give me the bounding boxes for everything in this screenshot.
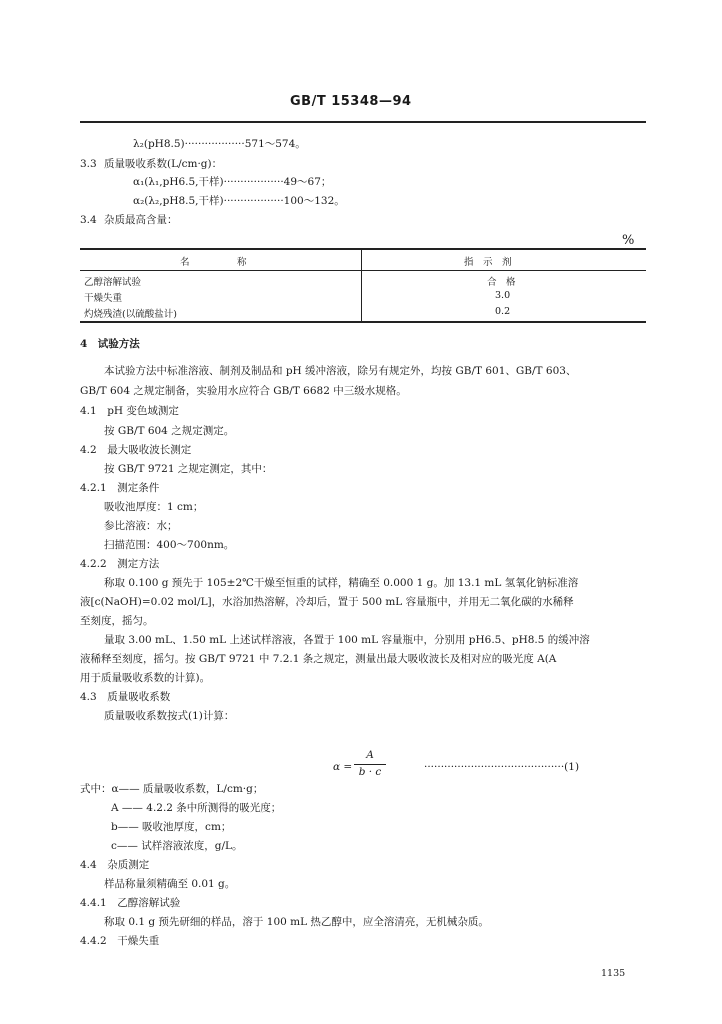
section-4-1-title: 4.1 pH 变色域测定 <box>80 405 179 417</box>
formula-number: ··········································(1) <box>424 761 580 773</box>
table-bottom-rule <box>80 321 646 323</box>
condition-reference-solution: 参比溶液：水； <box>104 520 178 532</box>
section-4-2-title: 4.2 最大吸收波长测定 <box>80 444 192 456</box>
alpha1-line: α₁(λ₁,pH6.5,干样)··················49～67； <box>133 176 332 188</box>
alpha2-line: α₂(λ₂,pH8.5,干样)··················100～132。 <box>133 195 345 207</box>
section-4-4-1-text: 称取 0.1 g 预先研细的样品，溶于 100 mL 热乙醇中，应全溶清亮，无机械杂质。 <box>104 916 489 928</box>
formula-denominator: b · c <box>358 766 382 778</box>
table-column-divider <box>361 248 362 322</box>
section-4-2-text: 按 GB/T 9721 之规定测定，其中： <box>104 463 273 475</box>
section-4-4-1-title: 4.4.1 乙醇溶解试验 <box>80 897 181 909</box>
table-header-rule <box>80 270 646 271</box>
section-4-4-title: 4.4 杂质测定 <box>80 859 150 871</box>
formula-lhs: α = <box>333 761 353 773</box>
method-line-2: 液[c(NaOH)=0.02 mol/L]，水浴加热溶解，冷却后，置于 500 mL 容量瓶中，并用无二氧化碳的水稀释 <box>80 596 574 608</box>
table-row-3-value: 0.2 <box>495 306 511 317</box>
section-3-4-title: 杂质最高含量： <box>104 214 178 226</box>
method-line-6: 用于质量吸收系数的计算)。 <box>80 672 211 684</box>
condition-cell-thickness: 吸收池厚度：1 cm； <box>104 501 204 513</box>
table-header-indicator: 指 示 剂 <box>464 257 512 268</box>
page-number: 1135 <box>601 968 626 979</box>
document-header-title: GB/T 15348—94 <box>290 94 412 109</box>
where-c: c—— 试样溶液浓度，g/L。 <box>111 840 243 852</box>
paragraph-4-line-2: GB/T 604 之规定制备，实验用水应符合 GB/T 6682 中三级水规格。 <box>80 385 407 397</box>
section-4-4-2-title: 4.4.2 干燥失重 <box>80 935 160 947</box>
table-top-rule <box>80 248 646 250</box>
method-line-4: 量取 3.00 mL、1.50 mL 上述试样溶液，各置于 100 mL 容量瓶中，分别用 pH6.5、pH8.5 的缓冲溶 <box>104 634 590 646</box>
section-3-3-title: 质量吸收系数(L/cm·g)： <box>104 158 223 170</box>
section-4-3-title: 4.3 质量吸收系数 <box>80 691 171 703</box>
table-unit: % <box>622 233 635 248</box>
table-row-1-value: 合 格 <box>487 277 516 288</box>
paragraph-4-line-1: 本试验方法中标准溶液、制剂及制品和 pH 缓冲溶液，除另有规定外，均按 GB/T 601、GB/T 603、 <box>104 365 577 377</box>
formula-fraction-bar <box>354 764 386 765</box>
section-4-3-text: 质量吸收系数按式(1)计算： <box>104 710 235 722</box>
section-4-2-2-title: 4.2.2 测定方法 <box>80 558 160 570</box>
table-header-name: 名 称 <box>180 257 247 268</box>
where-b: b—— 吸收池厚度，cm； <box>111 821 232 833</box>
table-row-3-name: 灼烧残渣(以硫酸盐计) <box>84 309 177 320</box>
where-alpha: 式中：α—— 质量吸收系数，L/cm·g； <box>80 783 264 795</box>
section-3-4-number: 3.4 <box>80 214 97 226</box>
section-4-1-text: 按 GB/T 604 之规定测定。 <box>104 425 235 437</box>
table-row-1-name: 乙醇溶解试验 <box>84 277 142 288</box>
method-line-5: 液稀释至刻度，摇匀。按 GB/T 9721 中 7.2.1 条之规定，测量出最大吸收波长及相对应的吸光度 A(A <box>80 653 557 665</box>
lambda2-line: λ₂(pH8.5)··················571～574。 <box>133 138 306 150</box>
condition-scan-range: 扫描范围：400～700nm。 <box>104 539 235 551</box>
where-A: A —— 4.2.2 条中所测得的吸光度； <box>111 802 282 814</box>
section-4-4-text: 样品称量须精确至 0.01 g。 <box>104 878 236 890</box>
method-line-1: 称取 0.100 g 预先于 105±2℃干燥至恒重的试样，精确至 0.000 1 g。加 13.1 mL 氢氧化钠标准溶 <box>104 577 579 589</box>
section-4-title: 4 试验方法 <box>80 338 140 350</box>
table-row-2-value: 3.0 <box>495 290 511 301</box>
section-4-2-1-title: 4.2.1 测定条件 <box>80 482 160 494</box>
header-rule <box>80 121 646 123</box>
formula-numerator: A <box>366 749 374 761</box>
method-line-3: 至刻度，摇匀。 <box>80 615 154 627</box>
section-3-3-number: 3.3 <box>80 158 97 170</box>
table-row-2-name: 干燥失重 <box>84 293 123 304</box>
